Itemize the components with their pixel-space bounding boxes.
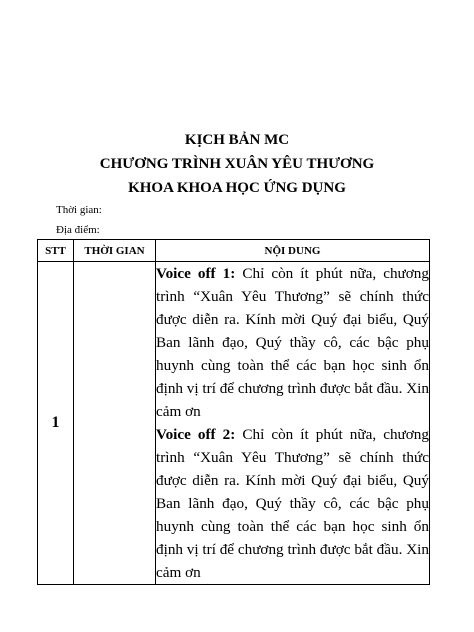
title-line-2: CHƯƠNG TRÌNH XUÂN YÊU THƯƠNG	[99, 156, 375, 172]
stt-cell: 1	[38, 262, 74, 585]
column-header-stt: STT	[38, 240, 74, 262]
document-title	[0, 128, 474, 200]
title-line-3: KHOA KHOA HỌC ỨNG DỤNG	[128, 180, 346, 196]
voice-off-text: Chỉ còn ít phút nữa, chương trình “Xuân Yêu Thương” sẽ chính thức được diễn ra. Kính mời Quý đại biểu, Quý Ban lãnh đạo, Quý thầy cô, các bậc phụ huynh cùng toàn thể các bạn học sinh ổn định vị trí để chương trình được bắt đầu. Xin cảm ơn	[156, 426, 429, 581]
voice-off-entry	[156, 423, 429, 584]
script-table	[37, 239, 430, 585]
time-cell	[74, 262, 156, 585]
voice-off-label: Voice off 1:	[156, 265, 236, 282]
content-cell	[156, 262, 430, 585]
place-label: Địa điểm:	[56, 224, 100, 236]
table-row	[38, 262, 430, 585]
column-header-content: NỘI DUNG	[156, 240, 430, 262]
voice-off-entry	[156, 262, 429, 423]
column-header-time: THỜI GIAN	[74, 240, 156, 262]
voice-off-label: Voice off 2:	[156, 426, 236, 443]
voice-off-text: Chỉ còn ít phút nữa, chương trình “Xuân Yêu Thương” sẽ chính thức được diễn ra. Kính mời Quý đại biểu, Quý Ban lãnh đạo, Quý thầy cô, các bậc phụ huynh cùng toàn thể các bạn học sinh ổn định vị trí để chương trình được bắt đầu. Xin cảm ơn	[156, 265, 429, 420]
time-label: Thời gian:	[56, 204, 102, 216]
title-line-1: KỊCH BẢN MC	[184, 132, 290, 148]
table-header-row	[38, 240, 430, 262]
